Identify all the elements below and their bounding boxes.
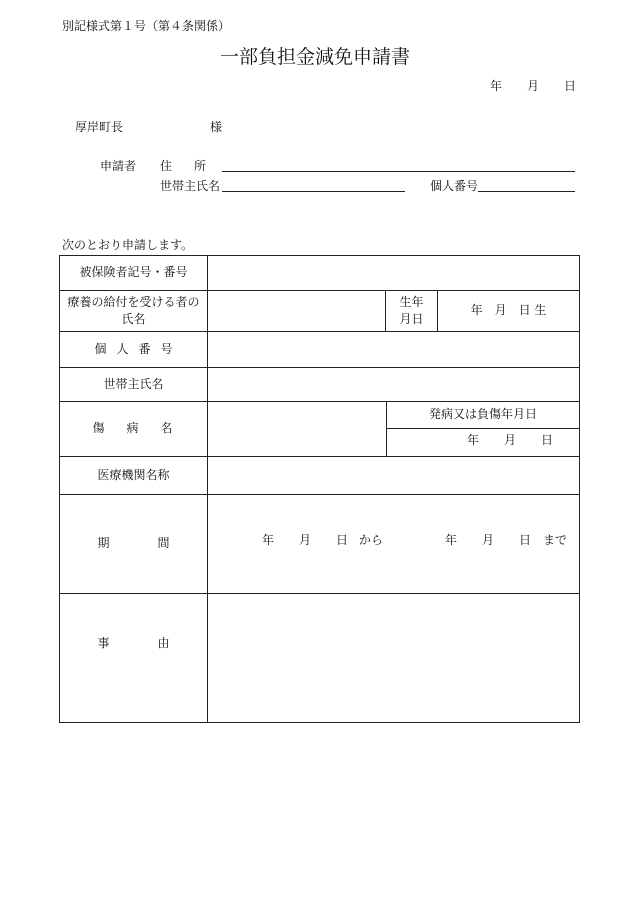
institution-name-label: 医療機関名称 [97, 467, 170, 482]
institution-name-field[interactable] [208, 457, 579, 494]
onset-year: 年 [467, 433, 480, 447]
address-label: 住所 [160, 159, 229, 173]
table-border-right [579, 255, 580, 723]
disease-name-label: 傷病名 [92, 421, 195, 436]
disease-name-field[interactable] [208, 402, 386, 456]
onset-date-label: 発病又は負傷年月日 [428, 407, 537, 422]
householder-row-field[interactable] [208, 368, 579, 401]
recipient-label-line1: 療養の給付を受ける者の [67, 294, 200, 309]
personal-number-field[interactable] [478, 191, 575, 192]
recipient-name-label [60, 291, 207, 331]
onset-inner-divider [386, 428, 579, 429]
addressee-honorific: 様 [210, 120, 223, 134]
period-end-month: 月 [482, 533, 495, 547]
period-to-text: まで [543, 533, 568, 547]
personal-number-row-label: 個人番号 [94, 341, 183, 356]
onset-day: 日 [541, 433, 554, 447]
personal-number-label: 個人番号 [430, 179, 479, 193]
householder-field[interactable] [222, 191, 405, 192]
period-end-day: 日 [519, 533, 532, 547]
form-reference: 別記様式第１号（第４条関係） [62, 19, 231, 33]
period-start-day: 日 [336, 533, 349, 547]
table-border-bottom [59, 722, 580, 723]
date-year-label: 年 [490, 79, 503, 93]
period-from-text: から [359, 533, 384, 547]
birthdate-label-line2: 月日 [399, 312, 424, 326]
householder-row-label: 世帯主氏名 [103, 376, 164, 391]
recipient-name-field[interactable] [208, 291, 385, 331]
reason-field[interactable] [208, 594, 579, 722]
date-day-label: 日 [564, 79, 577, 93]
insured-number-field[interactable] [208, 256, 579, 290]
insured-number-label: 被保険者記号・番号 [79, 265, 188, 280]
personal-number-row-field[interactable] [208, 332, 579, 367]
addressee-name: 厚岸町長 [75, 120, 124, 134]
reason-label: 事由 [97, 636, 218, 651]
birthdate-field[interactable]: 年 月 日 生 [470, 303, 547, 318]
applicant-label: 申請者 [100, 159, 137, 173]
intro-text: 次のとおり申請します。 [62, 238, 194, 252]
recipient-label-line2: 氏名 [121, 312, 146, 326]
householder-label: 世帯主氏名 [160, 179, 221, 193]
birthdate-label-line1: 生年 [399, 294, 424, 309]
address-field[interactable] [222, 171, 575, 172]
period-start-year: 年 [262, 533, 275, 547]
period-end-year: 年 [445, 533, 458, 547]
period-label: 期間 [97, 536, 218, 551]
period-start-month: 月 [299, 533, 312, 547]
form-title: 一部負担金減免申請書 [219, 46, 410, 68]
birthdate-label [386, 291, 437, 331]
date-month-label: 月 [527, 79, 540, 93]
onset-month: 月 [504, 433, 517, 447]
